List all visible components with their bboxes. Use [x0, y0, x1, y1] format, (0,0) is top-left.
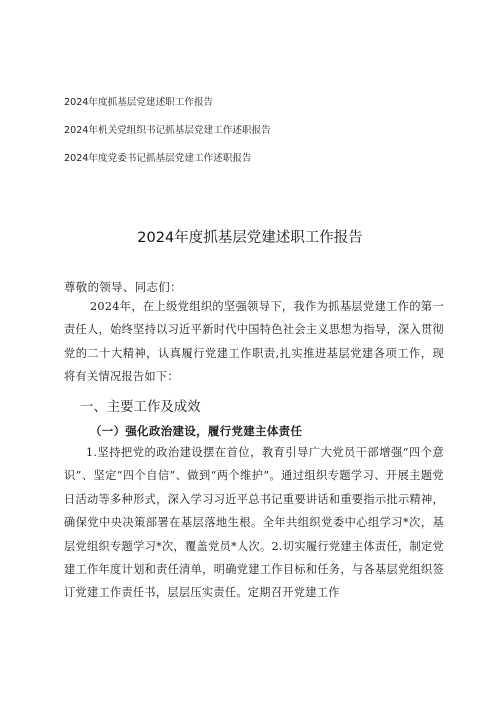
subsection-heading: （一）强化政治建设，履行党建主体责任 — [90, 424, 303, 438]
body-paragraph: 1.坚持把党的政治建设摆在首位，教育引导广大党员干部增强“四个意识”、坚定“四个自信”、做到“两个维护”。通过组织专题学习、开展主题党日活动等多种形式，深入学习习近平总书记重要讲话和重要指示批示精神，确保党中央决策部署在基层落地生根。全年共组织党委中心组学习*次，基层党组织专题学习*次，覆盖党员*人次。2.切实履行党建主体责任，制定党建工作年度计划和责任清单，明确党建工作目标和任务，与各基层党组织签订党建工作责任书，层层压实责任。定期召开党建工作 — [64, 446, 444, 600]
toc-item[interactable]: 2024年机关党组织书记抓基层党建工作述职报告 — [64, 125, 271, 136]
table-of-contents — [64, 96, 271, 180]
document-title: 2024年度抓基层党建述职工作报告 — [137, 230, 363, 246]
toc-item[interactable]: 2024年度抓基层党建述职工作报告 — [64, 97, 214, 108]
salutation: 尊敬的领导、同志们： — [64, 280, 182, 294]
section-heading: 一、主要工作及成效 — [80, 400, 201, 415]
toc-item[interactable]: 2024年度党委书记抓基层党建工作述职报告 — [64, 153, 252, 164]
intro-paragraph: 2024年，在上级党组织的坚强领导下，我作为抓基层党建工作的第一责任人，始终坚持以习近平新时代中国特色社会主义思想为指导，深入贯彻党的二十大精神，认真履行党建工作职责,扎实推进基层党建各项工作，现将有关情况报告如下： — [64, 300, 444, 384]
